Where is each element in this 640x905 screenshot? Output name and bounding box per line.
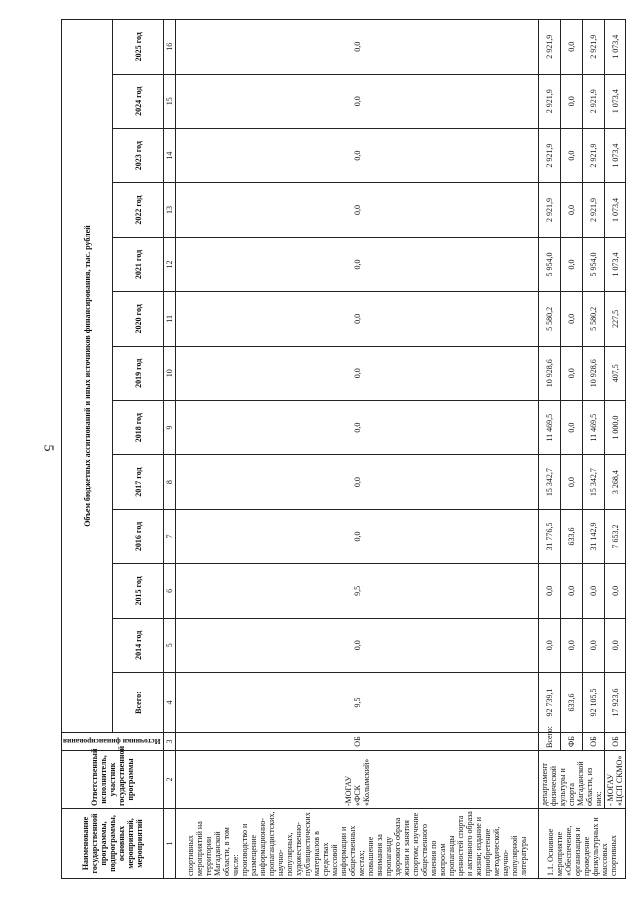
header-year: 2019 год: [113, 346, 164, 400]
cell-value: 0,0: [583, 564, 605, 618]
header-source: [62, 733, 164, 751]
cell-value: 10 928,6: [583, 346, 605, 400]
col-number: 6: [164, 564, 176, 618]
cell-value: 0,0: [176, 292, 539, 346]
cell-value: 10 928,6: [539, 346, 561, 400]
cell-value: 2 921,9: [539, 128, 561, 182]
cell-value: 0,0: [176, 20, 539, 75]
header-year: 2021 год: [113, 237, 164, 291]
financing-table: [61, 19, 626, 879]
cell-value: 0,0: [176, 346, 539, 400]
header-year: 2024 год: [113, 74, 164, 128]
cell-total: 633,6: [561, 673, 583, 733]
header-year: 2023 год: [113, 128, 164, 182]
col-number: 3: [164, 733, 176, 751]
header-year: 2025 год: [113, 20, 164, 75]
cell-value: 1 073,4: [605, 237, 626, 291]
cell-value: 9,5: [176, 564, 539, 618]
cell-value: 1 073,4: [605, 20, 626, 75]
cell-value: 0,0: [605, 618, 626, 672]
header-name: Наименование государственной программы, подпрограммы, основных мероприятий, мероприятий: [62, 809, 164, 879]
row-source: Всего:: [539, 733, 561, 751]
col-number: 1: [164, 809, 176, 879]
cell-value: 1 073,4: [605, 74, 626, 128]
cell-value: 2 921,9: [583, 20, 605, 75]
cell-value: 1 073,4: [605, 183, 626, 237]
row-name: спортивных мероприятий на территории Магаданской области, в том числе: производство и размещение информационно-пропагандистских, научно-популярных, художественно-публицистических материалов в средствах массовой информации и общественных местах; повышение внимания за пропаганду здорового образа жизни и занятия спортом; изучение общественного мнения по вопросам пропаганды ценностей спорта и активного образа жизни; издание и приобретение методической, научно-популярной литературы: [176, 809, 539, 879]
cell-value: 0,0: [176, 400, 539, 454]
cell-value: 5 954,0: [583, 237, 605, 291]
cell-value: 7 653,2: [605, 509, 626, 563]
cell-value: 0,0: [176, 74, 539, 128]
cell-value: 227,5: [605, 292, 626, 346]
cell-value: 0,0: [561, 237, 583, 291]
header-funding: Объем бюджетных ассигнований и иных источников финансирования, тыс. рублей: [62, 20, 113, 733]
cell-value: 0,0: [176, 618, 539, 672]
header-year: 2022 год: [113, 183, 164, 237]
col-number: 13: [164, 183, 176, 237]
cell-value: 0,0: [561, 564, 583, 618]
col-number: 14: [164, 128, 176, 182]
cell-value: 0,0: [605, 564, 626, 618]
col-number: 5: [164, 618, 176, 672]
cell-value: 3 268,4: [605, 455, 626, 509]
cell-value: 5 954,0: [539, 237, 561, 291]
cell-value: 2 921,9: [539, 20, 561, 75]
cell-value: 0,0: [561, 20, 583, 75]
rotated-page: [61, 19, 625, 879]
row-executor: -МОГАУ «ФСК «Колымский»: [176, 751, 539, 809]
cell-value: 15 342,7: [539, 455, 561, 509]
cell-value: 0,0: [176, 237, 539, 291]
cell-value: 2 921,9: [539, 74, 561, 128]
cell-value: 11 469,5: [539, 400, 561, 454]
cell-total: 9,5: [176, 673, 539, 733]
table-row: [605, 20, 626, 879]
cell-value: 0,0: [561, 183, 583, 237]
col-number: 9: [164, 400, 176, 454]
cell-value: 2 921,9: [583, 128, 605, 182]
cell-value: 407,5: [605, 346, 626, 400]
cell-value: 633,6: [561, 509, 583, 563]
header-total: Всего:: [113, 673, 164, 733]
cell-value: 0,0: [539, 564, 561, 618]
cell-value: 31 142,9: [583, 509, 605, 563]
cell-value: 0,0: [561, 74, 583, 128]
cell-value: 31 776,5: [539, 509, 561, 563]
table-row: [539, 20, 561, 879]
cell-value: 0,0: [561, 292, 583, 346]
table-row: [176, 20, 539, 879]
column-number-row: [164, 20, 176, 879]
cell-value: 2 921,9: [583, 74, 605, 128]
cell-value: 5 580,2: [539, 292, 561, 346]
header-year: 2014 год: [113, 618, 164, 672]
cell-total: 92 739,1: [539, 673, 561, 733]
cell-value: 0,0: [561, 455, 583, 509]
header-executor: Ответственный исполнитель, участник государственной программы: [62, 751, 164, 809]
row-executor: департамент физической культуры и спорта Магаданской области, из них:: [539, 751, 605, 809]
cell-value: 2 921,9: [539, 183, 561, 237]
row-source: ОБ: [176, 733, 539, 751]
col-number: 2: [164, 751, 176, 809]
col-number: 16: [164, 20, 176, 75]
cell-value: 0,0: [583, 618, 605, 672]
col-number: 15: [164, 74, 176, 128]
col-number: 8: [164, 455, 176, 509]
cell-value: 2 921,9: [583, 183, 605, 237]
cell-value: 0,0: [561, 346, 583, 400]
cell-value: 0,0: [539, 618, 561, 672]
header-year: 2015 год: [113, 564, 164, 618]
row-source: ОБ: [605, 733, 626, 751]
header-year: 2017 год: [113, 455, 164, 509]
cell-total: 17 923,6: [605, 673, 626, 733]
cell-value: 0,0: [561, 400, 583, 454]
cell-value: 0,0: [561, 618, 583, 672]
row-source: ФБ: [561, 733, 583, 751]
header-year: 2020 год: [113, 292, 164, 346]
cell-value: 0,0: [176, 455, 539, 509]
col-number: 11: [164, 292, 176, 346]
table-row: [583, 20, 605, 879]
cell-value: 0,0: [561, 128, 583, 182]
cell-value: 0,0: [176, 509, 539, 563]
cell-value: 5 580,2: [583, 292, 605, 346]
col-number: 7: [164, 509, 176, 563]
header-source-text: Источники финансирования: [63, 737, 161, 746]
header-year: 2016 год: [113, 509, 164, 563]
cell-value: 1 073,4: [605, 128, 626, 182]
cell-value: 11 469,5: [583, 400, 605, 454]
table-row: [561, 20, 583, 879]
cell-value: 0,0: [176, 128, 539, 182]
col-number: 12: [164, 237, 176, 291]
cell-total: 92 105,5: [583, 673, 605, 733]
row-name: 1.1. Основное мероприятие «Обеспечение, организация и проведение физкультурных и массовых спортивных: [539, 809, 626, 879]
cell-value: 1 000,0: [605, 400, 626, 454]
col-number: 10: [164, 346, 176, 400]
cell-value: 0,0: [176, 183, 539, 237]
row-executor: - МОГАУ «ЦСП СКМО»: [605, 751, 626, 809]
header-row-1: [62, 20, 113, 879]
cell-value: 15 342,7: [583, 455, 605, 509]
header-year: 2018 год: [113, 400, 164, 454]
row-source: ОБ: [583, 733, 605, 751]
page-number: 5: [40, 444, 56, 452]
col-number: 4: [164, 673, 176, 733]
